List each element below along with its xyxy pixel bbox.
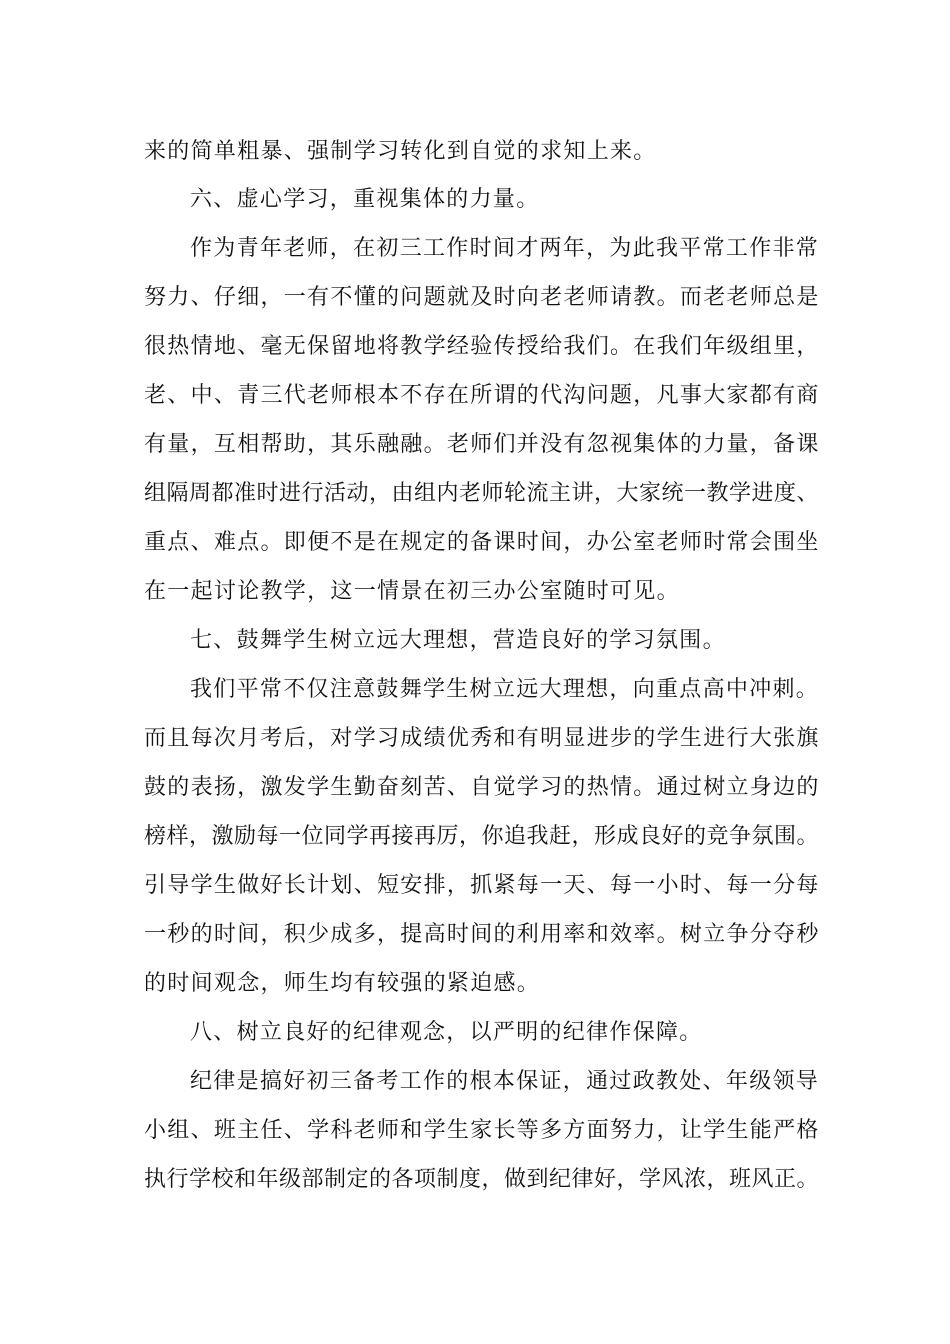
text-line: 鼓的表扬，激发学生勤奋刻苦、自觉学习的热情。通过树立身边的	[144, 775, 820, 800]
text-line: 纪律是搞好初三备考工作的根本保证，通过政教处、年级领导	[190, 1069, 820, 1094]
text-line: 我们平常不仅注意鼓舞学生树立远大理想，向重点高中冲刺。	[190, 677, 820, 702]
text-line: 引导学生做好长计划、短安排，抓紧每一天、每一小时、每一分每	[144, 873, 820, 898]
text-line: 老、中、青三代老师根本不存在所谓的代沟问题，凡事大家都有商	[144, 383, 820, 408]
text-line: 来的简单粗暴、强制学习转化到自觉的求知上来。	[144, 139, 657, 164]
text-line: 一秒的时间，积少成多，提高时间的利用率和效率。树立争分夺秒	[144, 922, 820, 947]
text-line: 努力、仔细，一有不懂的问题就及时向老老师请教。而老老师总是	[144, 285, 820, 310]
text-line: 小组、班主任、学科老师和学生家长等多方面努力，让学生能严格	[144, 1118, 820, 1143]
text-line: 而且每次月考后，对学习成绩优秀和有明显进步的学生进行大张旗	[144, 726, 820, 751]
text-line: 在一起讨论教学，这一情景在初三办公室随时可见。	[144, 579, 680, 604]
text-line: 作为青年老师，在初三工作时间才两年，为此我平常工作非常	[190, 236, 820, 261]
text-line: 的时间观念，师生均有较强的紧迫感。	[144, 971, 541, 996]
section-heading: 六、虚心学习，重视集体的力量。	[190, 187, 540, 212]
text-line: 重点、难点。即便不是在规定的备课时间，办公室老师时常会围坐	[144, 530, 820, 555]
text-line: 执行学校和年级部制定的各项制度，做到纪律好，学风浓，班风正。	[144, 1167, 820, 1192]
text-line: 榜样，激励每一位同学再接再厉，你追我赶，形成良好的竞争氛围。	[144, 824, 820, 849]
section-heading: 七、鼓舞学生树立远大理想，营造良好的学习氛围。	[190, 628, 726, 653]
text-line: 组隔周都准时进行活动，由组内老师轮流主讲，大家统一教学进度、	[144, 481, 820, 506]
text-line: 有量，互相帮助，其乐融融。老师们并没有忽视集体的力量，备课	[144, 432, 820, 457]
text-line: 很热情地、毫无保留地将教学经验传授给我们。在我们年级组里，	[144, 334, 820, 359]
section-heading: 八、树立良好的纪律观念，以严明的纪律作保障。	[190, 1020, 703, 1045]
